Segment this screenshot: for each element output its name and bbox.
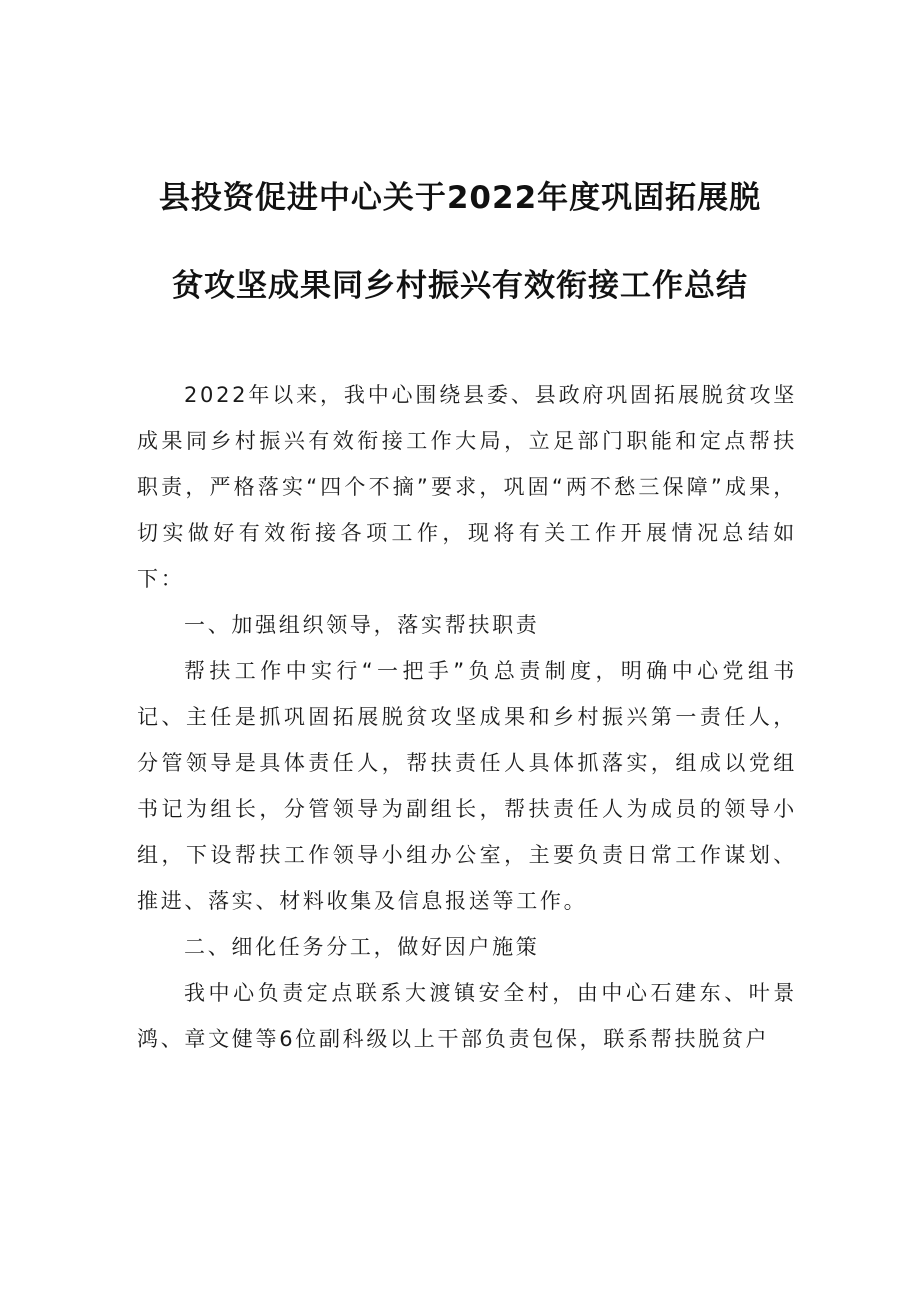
document-body: [137, 372, 797, 1062]
document-title-line-2: 贫攻坚成果同乡村振兴有效衔接工作总结: [172, 268, 748, 304]
section-heading-2: 二、细化任务分工，做好因户施策: [184, 935, 540, 959]
paragraph-intro: 2022年以来，我中心围绕县委、县政府巩固拓展脱贫攻坚成果同乡村振兴有效衔接工作大局，立足部门职能和定点帮扶职责，严格落实“四个不摘”要求，巩固“两不愁三保障”成果，切实做好有效衔接各项工作，现将有关工作开展情况总结如下：: [137, 383, 797, 591]
paragraph-section-1: 帮扶工作中实行“一把手”负总责制度，明确中心党组书记、主任是抓巩固拓展脱贫攻坚成果和乡村振兴第一责任人，分管领导是具体责任人，帮扶责任人具体抓落实，组成以党组书记为组长，分管领导为副组长，帮扶责任人为成员的领导小组，下设帮扶工作领导小组办公室，主要负责日常工作谋划、推进、落实、材料收集及信息报送等工作。: [137, 659, 797, 913]
document-title-line-1: 县投资促进中心关于2022年度巩固拓展脱: [158, 180, 762, 216]
paragraph-section-2: 我中心负责定点联系大渡镇安全村，由中心石建东、叶景鸿、章文健等6位副科级以上干部负责包保，联系帮扶脱贫户: [137, 981, 797, 1051]
section-heading-1: 一、加强组织领导，落实帮扶职责: [184, 613, 540, 637]
